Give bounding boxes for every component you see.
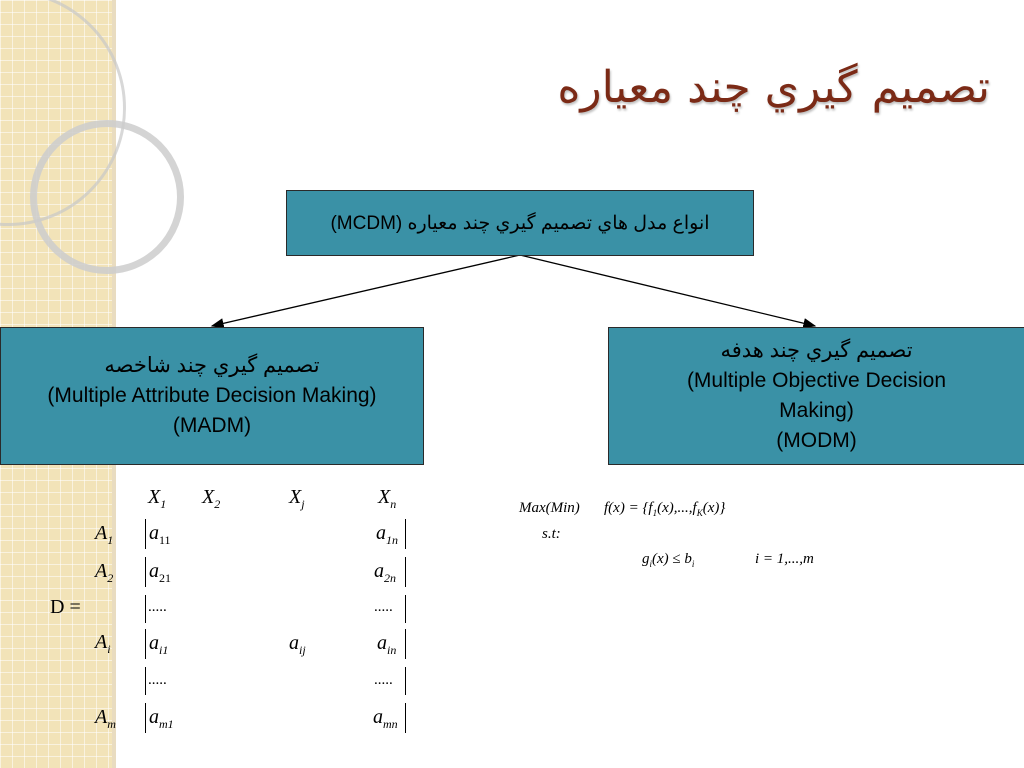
matrix-col-header: $X_j$ (289, 486, 305, 511)
matrix-row-label: $A_i$ (95, 631, 111, 656)
matrix-left-bar (145, 629, 146, 659)
matrix-row-label: $A_m$ (95, 706, 116, 731)
modm-box (608, 327, 1024, 465)
modm-persian-label: تصميم گيري چند هدفه (720, 339, 913, 362)
matrix-cell: $a_{11}$ (149, 522, 171, 547)
matrix-col-header: $X_1$ (148, 486, 167, 511)
matrix-cell-dots: ..... (374, 672, 393, 688)
matrix-cell: $a_{2n}$ (374, 560, 396, 585)
formula-function: $f(x) = \{f_1(x),...,f_K(x)\}$ (604, 500, 726, 518)
matrix-cell: $a_{ij}$ (289, 632, 306, 657)
madm-abbrev: (MADM) (172, 414, 252, 437)
formula-objective: Max(Min) (519, 500, 580, 516)
matrix-cell: $a_{1n}$ (376, 522, 398, 547)
matrix-row-label: $A_2$ (95, 560, 114, 585)
matrix-cell-dots: ..... (148, 599, 167, 615)
matrix-cell: $a_{mn}$ (373, 706, 398, 731)
mcdm-box (286, 190, 754, 256)
matrix-col-header: $X_2$ (202, 486, 221, 511)
matrix-cell: $a_{21}$ (149, 560, 171, 585)
matrix-cell-dots: ..... (148, 672, 167, 688)
matrix-right-bar (405, 667, 406, 695)
matrix-cell: $a_{i1}$ (149, 632, 169, 657)
madm-english-label: (Multiple Attribute Decision Making) (47, 384, 377, 407)
formula-subject-to: s.t: (542, 526, 561, 542)
formula-index: i = 1,...,m (755, 551, 814, 567)
formula-constraint: $g_i(x) \le b_i$ (642, 551, 695, 569)
modm-abbrev: (MODM) (776, 429, 857, 452)
modm-english-label: (Multiple Objective Decision Making) (686, 369, 947, 422)
matrix-label: D = (50, 596, 81, 618)
matrix-right-bar (405, 557, 406, 587)
mcdm-label: انواع مدل هاي تصميم گيري چند معياره (MCDM) (330, 212, 710, 234)
arrow-to-madm (212, 255, 520, 326)
matrix-left-bar (145, 595, 146, 623)
matrix-cell-dots: ..... (374, 599, 393, 615)
arrow-to-modm (520, 255, 815, 326)
matrix-left-bar (145, 703, 146, 733)
matrix-left-bar (145, 519, 146, 549)
matrix-row-label: $A_1$ (95, 522, 114, 547)
matrix-right-bar (405, 629, 406, 659)
slide-title: تصميم گيري چند معياره (557, 62, 990, 113)
matrix-left-bar (145, 667, 146, 695)
matrix-right-bar (405, 703, 406, 733)
matrix-left-bar (145, 557, 146, 587)
matrix-cell: $a_{m1}$ (149, 706, 174, 731)
madm-persian-label: تصميم گيري چند شاخصه (104, 354, 320, 377)
matrix-cell: $a_{in}$ (377, 632, 397, 657)
madm-box (0, 327, 424, 465)
matrix-col-header: $X_n$ (378, 486, 397, 511)
matrix-right-bar (405, 595, 406, 623)
matrix-right-bar (405, 519, 406, 549)
